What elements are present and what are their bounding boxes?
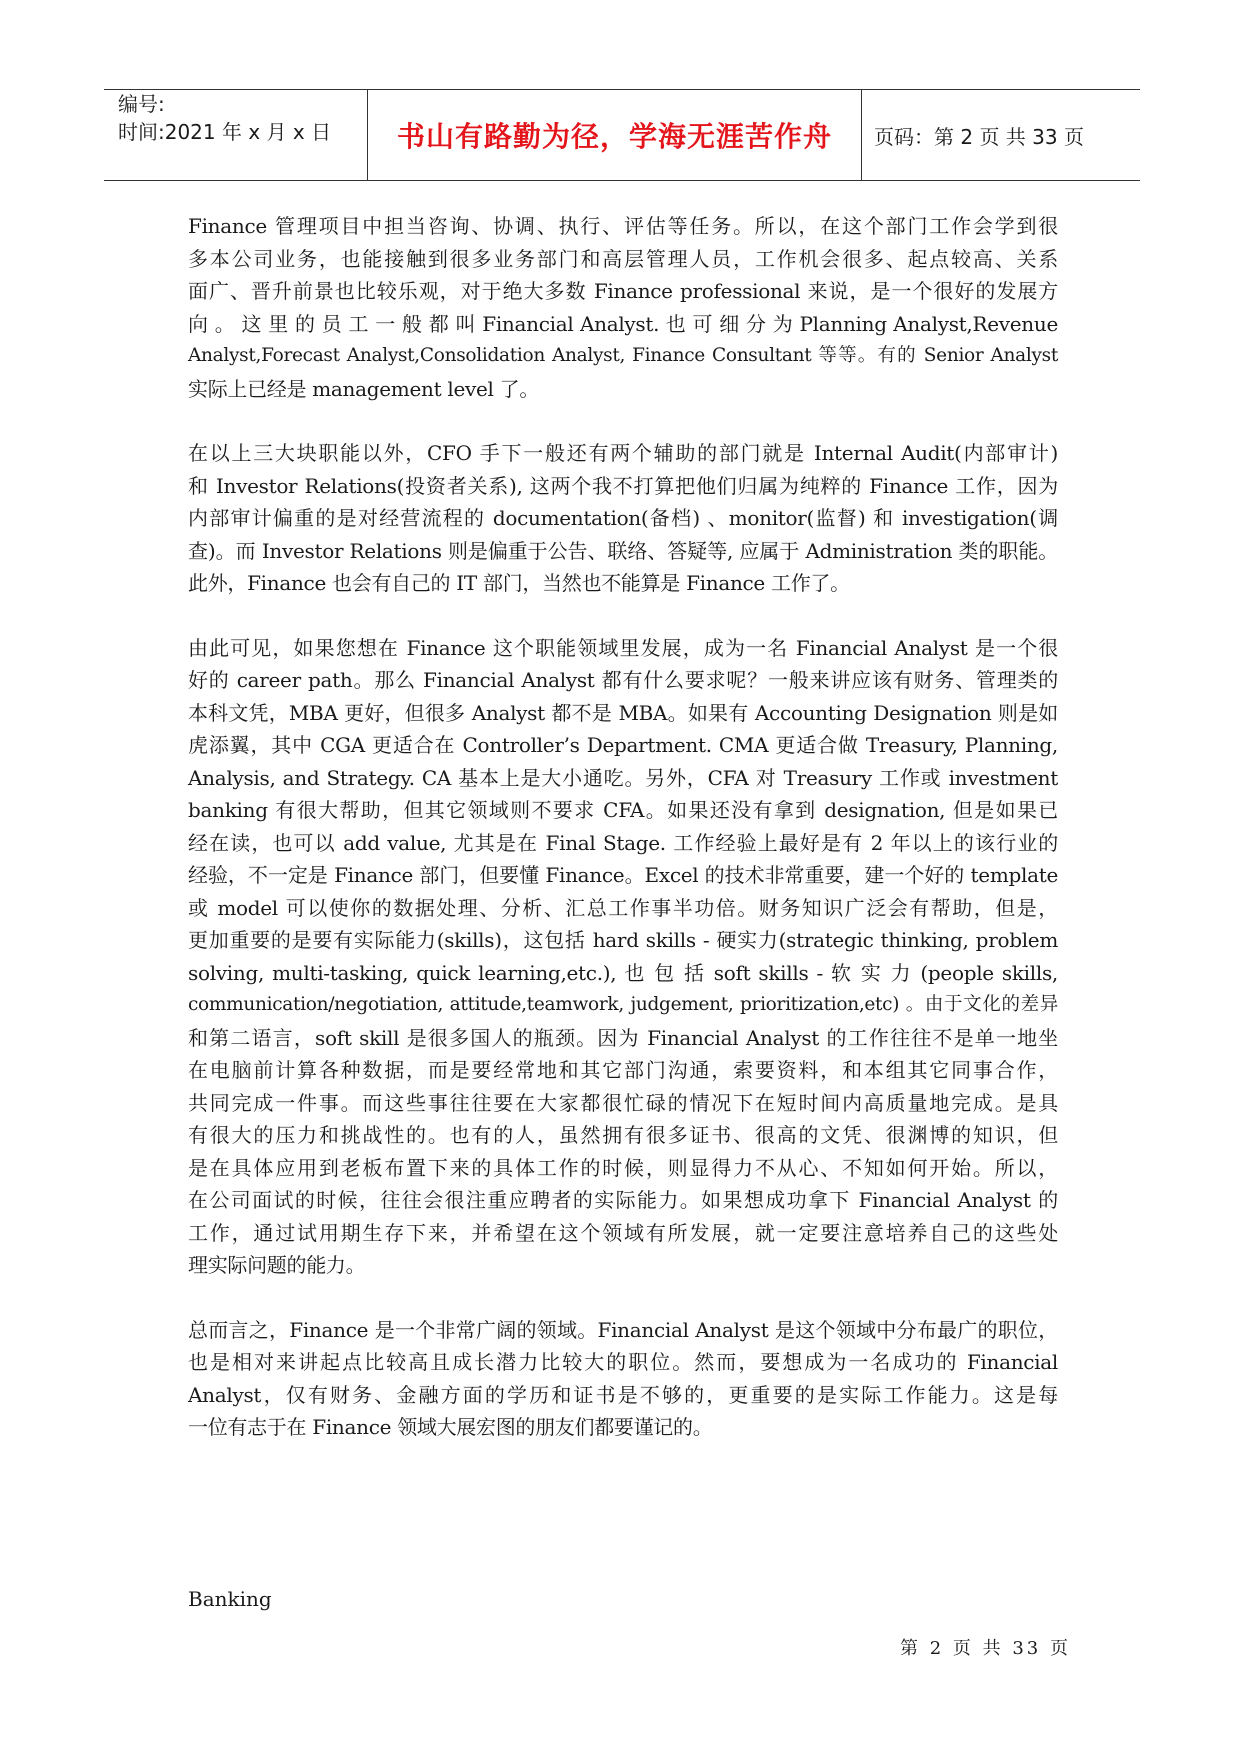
paragraph-line: 理实际问题的能力。 [188, 1253, 366, 1277]
paragraph-line: 更加重要的是要有实际能力(skills)，这包括 hard skills - 硬实力(strategic thinking, problem [188, 928, 1058, 952]
paragraph-line: 在以上三大块职能以外，CFO 手下一般还有两个辅助的部门就是 Internal Audit(内部审计) [188, 441, 1058, 465]
header-motto-cell [368, 90, 862, 180]
document-time-label: 时间:2021 年 x 月 x 日 [118, 120, 332, 144]
paragraph-line: 经验，不一定是 Finance 部门，但要懂 Finance。Excel 的技术非常重要，建一个好的 template [188, 863, 1058, 887]
paragraph-line: 在电脑前计算各种数据，而是要经常地和其它部门沟通，索要资料，和本组其它同事合作， [188, 1058, 1058, 1082]
paragraph-line: banking 有很大帮助，但其它领域则不要求 CFA。如果还没有拿到 designation, 但是如果已 [188, 798, 1058, 822]
paragraph-line: Finance 管理项目中担当咨询、协调、执行、评估等任务。所以，在这个部门工作会学到很 [188, 214, 1058, 238]
paragraph-line: 内部审计偏重的是对经营流程的 documentation(备档) 、monitor(监督) 和 investigation(调 [188, 506, 1058, 530]
paragraph-line: Analysis, and Strategy. CA 基本上是大小通吃。另外，CFA 对 Treasury 工作或 investment [188, 765, 1058, 790]
paragraph-line: 此外，Finance 也会有自己的 IT 部门，当然也不能算是 Finance 工作了。 [188, 571, 850, 595]
paragraph [188, 210, 1058, 405]
section-heading-banking: Banking [188, 1587, 272, 1611]
paragraph-line: 好的 career path。那么 Financial Analyst 都有什么要求呢？一般来讲应该有财务、管理类的 [188, 668, 1058, 692]
paragraph-line: 经在读，也可以 add value, 尤其是在 Final Stage. 工作经验上最好是有 2 年以上的该行业的 [188, 830, 1058, 855]
paragraph-line: 实际上已经是 management level 了。 [188, 376, 540, 401]
page-footer: 第 2 页 共 33 页 [900, 1638, 1071, 1659]
paragraph-line: Analyst，仅有财务、金融方面的学历和证书是不够的，更重要的是实际工作能力。这是每 [188, 1382, 1058, 1407]
paragraph-line: 或 model 可以使你的数据处理、分析、汇总工作事半功倍。财务知识广泛会有帮助，但是， [188, 895, 1058, 920]
paragraph [188, 1314, 1058, 1444]
paragraph-line: 也是相对来讲起点比较高且成长潜力比较大的职位。然而，要想成为一名成功的 Financial [188, 1350, 1058, 1374]
paragraph-line: 查)。而 Investor Relations 则是偏重于公告、联络、答疑等, 应属于 Administration 类的职能。 [188, 538, 1058, 563]
paragraph-line: solving, multi-tasking, quick learning,etc.), 也 包 括 soft skills - 软 实 力 (people skills, [188, 960, 1058, 985]
paragraph-line: 工作，通过试用期生存下来，并希望在这个领域有所发展，就一定要注意培养自己的这些处 [188, 1220, 1058, 1245]
header-info-cell [104, 90, 368, 180]
paragraph-line: 一位有志于在 Finance 领域大展宏图的朋友们都要谨记的。 [188, 1415, 713, 1439]
paragraph-line: 多本公司业务，也能接触到很多业务部门和高层管理人员，工作机会很多、起点较高、关系 [188, 246, 1058, 271]
paragraph-line: 和第二语言，soft skill 是很多国人的瓶颈。因为 Financial Analyst 的工作往往不是单一地坐 [188, 1025, 1058, 1050]
paragraph-line: 是在具体应用到老板布置下来的具体工作的时候，则显得力不从心、不知如何开始。所以， [188, 1155, 1058, 1180]
paragraph-line: 面广、晋升前景也比较乐观，对于绝大多数 Finance professional 来说，是一个很好的发展方 [188, 279, 1058, 303]
header-motto: 书山有路勤为径，学海无涯苦作舟 [396, 120, 832, 153]
paragraph-line: 由此可见，如果您想在 Finance 这个职能领域里发展，成为一名 Financial Analyst 是一个很 [188, 635, 1058, 660]
document-number-label: 编号: [118, 92, 165, 116]
paragraph-line: communication/negotiation, attitude,teamwork, judgement, prioritization,etc) 。由于文化的差异 [188, 994, 1058, 1015]
header-page-cell [862, 90, 1140, 180]
paragraph-line: 向 。 这 里 的 员 工 一 般 都 叫 Financial Analyst. 也 可 细 分 为 Planning Analyst,Revenue [188, 311, 1058, 336]
paragraph-line: 总而言之，Finance 是一个非常广阔的领域。Financial Analyst 是这个领域中分布最广的职位， [188, 1317, 1058, 1342]
paragraph-line: 有很大的压力和挑战性的。也有的人，虽然拥有很多证书、很高的文凭、很渊博的知识，但 [188, 1123, 1058, 1147]
header-page-code: 页码：第 2 页 共 33 页 [874, 124, 1084, 149]
document-body [188, 210, 1058, 1476]
paragraph [188, 632, 1058, 1282]
paragraph-line: 在公司面试的时候，往往会很注重应聘者的实际能力。如果想成功拿下 Financial Analyst 的 [188, 1188, 1058, 1212]
paragraph-line: 和 Investor Relations(投资者关系), 这两个我不打算把他们归属为纯粹的 Finance 工作，因为 [188, 473, 1058, 498]
page-header [104, 89, 1140, 181]
paragraph-line: Analyst,Forecast Analyst,Consolidation Analyst, Finance Consultant 等等。有的 Senior Analyst [188, 345, 1058, 366]
paragraph-line: 本科文凭，MBA 更好，但很多 Analyst 都不是 MBA。如果有 Accounting Designation 则是如 [188, 700, 1058, 725]
paragraph-line: 共同完成一件事。而这些事往往要在大家都很忙碌的情况下在短时间内高质量地完成。是具 [188, 1090, 1058, 1115]
paragraph [188, 437, 1058, 600]
paragraph-line: 虎添翼，其中 CGA 更适合在 Controller’s Department. CMA 更适合做 Treasury, Planning, [188, 733, 1058, 757]
